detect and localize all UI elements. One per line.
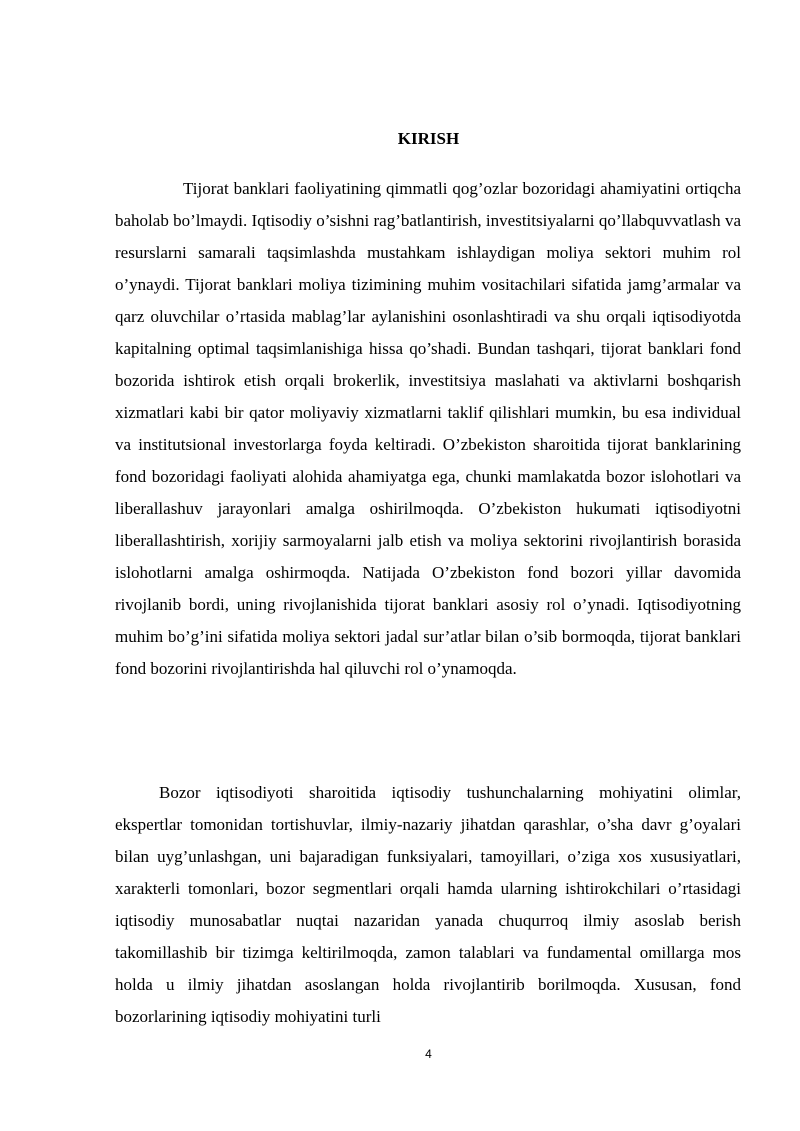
page-number: 4 <box>425 1047 432 1061</box>
paragraph-intro: Tijorat banklari faoliyatining qimmatli qog’ozlar bozoridagi ahamiyatini ortiqcha baholab bo’lmaydi. Iqtisodiy o’sishni rag’batlantirish, investitsiyalarni qo’llabquvvatlash va resurslarni samarali taqsimlashda mustahkam ishlaydigan moliya sektori muhim rol o’ynaydi. Tijorat banklari moliya tizimining muhim vositachilari sifatida jamg’armalar va qarz oluvchilar o’rtasida mablag’lar aylanishini osonlashtiradi va shu orqali iqtisodiyotda kapitalning optimal taqsimlanishiga hissa qo’shadi. Bundan tashqari, tijorat banklari fond bozorida ishtirok etish orqali brokerlik, investitsiya maslahati va aktivlarni boshqarish xizmatlari kabi bir qator moliyaviy xizmatlarni taklif qilishlari mumkin, bu esa individual va institutsional investorlarga foyda keltiradi. O’zbekiston sharoitida tijorat banklarining fond bozoridagi faoliyati alohida ahamiyatga ega, chunki mamlakatda bozor islohotlari va liberallashuv jarayonlari amalga oshirilmoqda. O’zbekiston hukumati iqtisodiyotni liberallashtirish, xorijiy sarmoyalarni jalb etish va moliya sektorini rivojlantirish borasida islohotlarni amalga oshirmoqda. Natijada O’zbekiston fond bozori yillar davomida rivojlanib bordi, uning rivojlanishida tijorat banklari asosiy rol o’ynadi. Iqtisodiyotning muhim bo’g’ini sifatida moliya sektori jadal sur’atlar bilan o’sib bormoqda, tijorat banklari fond bozorini rivojlantirishda hal qiluvchi rol o’ynamoqda. <box>115 179 741 678</box>
paragraph-market-economy: Bozor iqtisodiyoti sharoitida iqtisodiy tushunchalarning mohiyatini olimlar, ekspertlar tomonidan tortishuvlar, ilmiy-nazariy jihatdan qarashlar, o’sha davr g’oyalari bilan uyg’unlashgan, uni bajaradigan funksiyalari, tamoyillari, o’ziga xos xususiyatlari, xarakterli tomonlari, bozor segmentlari orqali hamda ularning ishtirokchilari o’rtasidagi iqtisodiy munosabatlar nuqtai nazaridan yanada chuqurroq ilmiy asoslab berish takomillashib bir tizimga keltirilmoqda, zamon talablari va fundamental omillarga mos holda u ilmiy jihatdan asoslangan holda rivojlantirib borilmoqda. Xususan, fond bozorlarining iqtisodiy mohiyatini turli <box>115 783 741 1026</box>
section-heading: KIRISH <box>397 129 460 148</box>
